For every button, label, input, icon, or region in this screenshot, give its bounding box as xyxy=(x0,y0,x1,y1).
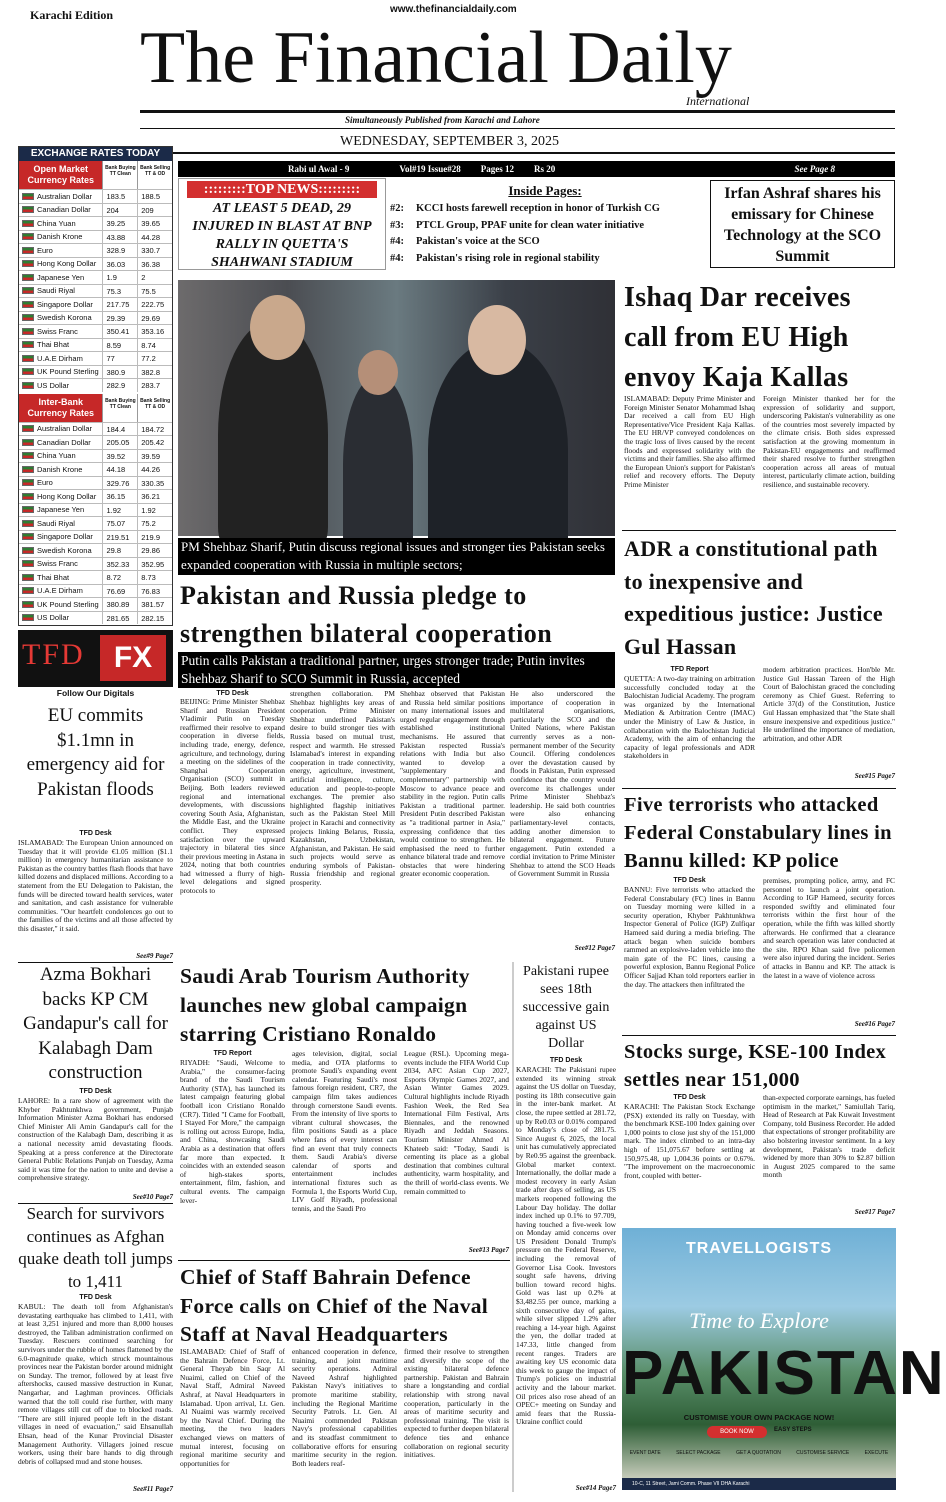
advert-steps: EVENT DATE SELECT PACKAGE GET A QUOTATION CUSTOMISE SERVICE EXECUTE xyxy=(629,1450,889,1456)
buy-rate: 328.9 xyxy=(102,244,137,257)
sell-rate: 44.26 xyxy=(137,463,172,476)
tfd-logo-text: TFD xyxy=(22,638,85,671)
rate-row xyxy=(19,476,172,490)
sell-rate: 36.21 xyxy=(137,490,172,503)
currency-name: Singapore Dollar xyxy=(19,298,102,311)
sell-rate: 39.65 xyxy=(137,217,172,230)
rate-row xyxy=(19,462,172,476)
masthead-rule-3 xyxy=(140,152,895,154)
bahrain-col-1: ISLAMABAD: Chief of Staff of the Bahrain Defence Force, Lt. General Theyab bin Saqr Al Nuaimi, called on Chief of the Naval Staff, Admiral Naveed Ashraf, at Naval Headquarters in Islamabad. Upon arrival, Lt. Gen. Al Nuaimi was warmly received by the Naval Chief. During the meeting, the two leaders exchanged views on matters of mutual interest, focusing on regional maritime security and opportunities for xyxy=(180,1347,285,1468)
rate-row xyxy=(19,311,172,325)
inside-item[interactable]: #2: KCCI hosts farewell reception in honor of Turkish CG xyxy=(390,203,660,214)
rate-row xyxy=(19,449,172,463)
book-now-button[interactable]: BOOK NOW xyxy=(707,1426,767,1438)
currency-name: Singapore Dollar xyxy=(19,531,102,544)
lead-col-3: Shehbaz observed that Pakistan and Russia held similar positions on many international issues and urged regular engagement through established institutional mechanisms. He assured that Pakistan respected Russia's relations with India but also wanted to develop a "supplementary and complementary" partnership with Moscow to advance peace and stability in the region. Putin calls Pakistan a traditional partner. President Putin described Pakistan as "a traditional partner in Asia," expressing confidence that ties would continue to strengthen. He emphasised the need to further enhance bilateral trade and remove obstacles that were hindering greater economic cooperation. xyxy=(400,689,505,879)
sell-rate: 382.8 xyxy=(137,366,172,379)
adr-col-2: modern arbitration practices. Hon'ble Mr. Justice Gul Hassan Tareen of the High Court of Balochistan graced the concluding ceremony as Chief Guest. Referring to Article 37(d) of the Constitution, Justice Gul Hassan emphasized that "the State shall ensure inexpensive and expeditious justice." He underlined the importance of mediation, arbitration, and other ADR xyxy=(763,665,895,743)
buy-rate: 29.39 xyxy=(102,312,137,325)
sell-rate: 76.83 xyxy=(137,585,172,598)
edition-label: Karachi Edition xyxy=(30,8,114,22)
photo-caption: PM Shehbaz Sharif, Putin discuss regional issues and stronger ties Pakistan seeks expanded cooperation with Russia in multiple sectors; xyxy=(178,538,615,575)
advert-address: 10-C, 11 Street, Jami Comm. Phase VII DHA Karachi xyxy=(622,1478,896,1490)
sell-rate: 222.75 xyxy=(137,298,172,311)
buy-rate: 329.76 xyxy=(102,477,137,490)
saudi-headline: Saudi Arab Tourism Authority launches new global campaign starring Cristiano Ronaldo xyxy=(180,964,470,1046)
flag-icon xyxy=(22,233,34,240)
rate-row xyxy=(19,338,172,352)
flag-icon xyxy=(22,560,34,567)
buy-rate: 217.75 xyxy=(102,298,137,311)
buy-rate: 8.72 xyxy=(102,571,137,584)
newspaper-title: The Financial Daily xyxy=(140,17,732,99)
col-selling: Bank Selling TT & OD xyxy=(137,161,172,189)
flag-icon xyxy=(22,466,34,473)
currency-name: Hong Kong Dollar xyxy=(19,490,102,503)
buy-rate: 39.25 xyxy=(102,217,137,230)
ishaq-headline: Ishaq Dar receives call from EU High envoy Kaja Kallas xyxy=(624,282,851,393)
rate-row xyxy=(19,297,172,311)
adr-see-page[interactable]: See#15 Page7 xyxy=(854,772,895,780)
rate-row xyxy=(19,189,172,203)
website-link[interactable]: www.thefinancialdaily.com xyxy=(390,4,517,15)
sell-rate: 39.59 xyxy=(137,450,172,463)
rate-row xyxy=(19,270,172,284)
advert-country: PAKISTAN xyxy=(622,1339,946,1408)
interbank-label: Inter-Bank Currency Rates xyxy=(19,394,102,422)
sell-rate: 44.28 xyxy=(137,231,172,244)
sell-rate: 283.7 xyxy=(137,379,172,392)
buy-rate: 43.88 xyxy=(102,231,137,244)
rate-row xyxy=(19,543,172,557)
rate-row xyxy=(19,203,172,217)
buy-rate: 352.33 xyxy=(102,558,137,571)
rate-row xyxy=(19,284,172,298)
sell-rate: 188.5 xyxy=(137,190,172,203)
flag-icon xyxy=(22,601,34,608)
sell-rate: 330.35 xyxy=(137,477,172,490)
flag-icon xyxy=(22,506,34,513)
masthead-subtitle: Simultaneously Published from Karachi and Lahore xyxy=(345,115,540,125)
buy-rate: 380.9 xyxy=(102,366,137,379)
lead-subheadline: Putin calls Pakistan a traditional partner, urges stronger trade; Putin invites Shehbaz Sharif to SCO Summit in Russia, accepted xyxy=(178,652,615,688)
saudi-see-page[interactable]: See#13 Page7 xyxy=(468,1246,509,1254)
buy-rate: 1.9 xyxy=(102,271,137,284)
issue-info-bar xyxy=(178,161,895,177)
currency-name: Euro xyxy=(19,244,102,257)
lead-photo xyxy=(178,280,615,536)
inside-item[interactable]: #3: PTCL Group, PPAF unite for clean water initiative xyxy=(390,219,645,231)
terror-desk: TFD Desk xyxy=(673,877,706,884)
sell-rate: 36.38 xyxy=(137,258,172,271)
flag-icon xyxy=(22,260,34,267)
buy-rate: 8.59 xyxy=(102,339,137,352)
buy-rate: 184.4 xyxy=(102,423,137,436)
currency-name: Saudi Riyal xyxy=(19,517,102,530)
rate-row xyxy=(19,378,172,392)
col-selling-ib: Bank Selling TT & OD xyxy=(137,394,172,422)
terror-col-1: BANNU: Five terrorists who attacked the Federal Constabulary (FC) lines in Bannu on Tuesday morning were killed in a security operation, Khyber Pakhtunkhwa Inspector General of Police (IGP) Zulfiqar Hameed said during a media briefing. The attack began when suicide bombers rammed an explosive-laden vehicle into the main gate of the FC lines, causing a powerful explosion, Bannu Regional Police Officer Sajjad Khan told reporters earlier in the day. The attackers then infiltrated the xyxy=(624,885,755,989)
terror-headline: Five terrorists who attacked Federal Constabulary lines in Bannu killed: KP police xyxy=(624,794,892,872)
rate-row xyxy=(19,516,172,530)
buy-rate: 36.15 xyxy=(102,490,137,503)
currency-name: UK Pound Sterling xyxy=(19,366,102,379)
rate-row xyxy=(19,503,172,517)
azma-see-page[interactable]: See#10 Page7 xyxy=(132,1193,173,1201)
stocks-desk: TFD Desk xyxy=(673,1094,706,1101)
advert-slogan: Time to Explore xyxy=(689,1308,829,1333)
rate-row xyxy=(19,530,172,544)
currency-name: Japanese Yen xyxy=(19,271,102,284)
eu-see-page[interactable]: See#9 Page7 xyxy=(136,952,173,960)
rupee-see-page[interactable]: See#14 Page7 xyxy=(575,1484,616,1492)
rupee-desk: TFD Desk xyxy=(549,1057,583,1064)
currency-name: Swiss Franc xyxy=(19,325,102,338)
buy-rate: 183.5 xyxy=(102,190,137,203)
flag-icon xyxy=(22,574,34,581)
top-news-box xyxy=(178,178,386,270)
follow-digitals[interactable]: Follow Our Digitals xyxy=(56,688,135,698)
irfan-headline-box: Irfan Ashraf shares his emissary for Chinese Technology at the SCO Summit xyxy=(710,180,895,268)
buy-rate: 380.89 xyxy=(102,598,137,611)
see-page: See Page 8 xyxy=(794,164,835,174)
buy-rate: 44.18 xyxy=(102,463,137,476)
inside-pages xyxy=(390,183,700,269)
sell-rate: 2 xyxy=(137,271,172,284)
currency-name: Swiss Franc xyxy=(19,558,102,571)
search-see-page[interactable]: See#11 Page7 xyxy=(133,1485,173,1493)
rate-row xyxy=(19,257,172,271)
buy-rate: 219.51 xyxy=(102,531,137,544)
currency-name: Swedish Korona xyxy=(19,544,102,557)
rate-row xyxy=(19,557,172,571)
saudi-col-2: ages television, digital, social media, and OTA platforms to promote Saudi's expanding event calendar. Featuring Saudi's most famous foreign resident, CR7, the campaign film takes audiences through cornerstone Saudi events. From the intensity of live sports to vibrant cultural showcases, the film positions Saudi as a place where fans of every interest can find an event that truly connects them. Saudi Arabia's diverse calendar of sports and entertainment includes international fixtures such as Formula 1, the Esports World Cup, LIV Golf Riyadh, professional tennis, and the Saudi Pro xyxy=(292,1049,397,1213)
flag-icon xyxy=(22,493,34,500)
col-buying-ib: Bank Buying TT Clean xyxy=(102,394,137,422)
eu-desk: TFD Desk xyxy=(79,830,112,837)
saudi-desk: TFD Report xyxy=(213,1050,252,1057)
terror-see-page[interactable]: See#16 Page7 xyxy=(854,1020,895,1028)
rate-row xyxy=(19,435,172,449)
ishaq-col-2: Foreign Minister thanked her for the expression of solidarity and support, underscoring Pakistan's vulnerability as one of the countries most severely impacted by the climate crisis. Both sides expressed satisfaction at the growing momentum in Pakistan-EU engagements and reaffirmed their shared resolve to further strengthen cooperation across all areas of mutual interest, particularly climate action, building resilience, and sustainable recovery. xyxy=(763,394,895,489)
currency-name: Hong Kong Dollar xyxy=(19,258,102,271)
stocks-col-2: than-expected corporate earnings, has fueled optimism in the market," Samiullah Tariq, Head of Research at Pak Kuwait Investment Company, told Business Recorder. He added that expectations of stronger profitability are also bolstering investor sentiment. In a key development, Pakistan's trade deficit widened by more than 30% to $2.87 billion in August 2025 compared to the same month xyxy=(763,1093,895,1180)
masthead-rule-2 xyxy=(140,128,895,129)
flag-icon xyxy=(22,547,34,554)
sell-rate: 209 xyxy=(137,204,172,217)
sell-rate: 352.95 xyxy=(137,558,172,571)
lead-col-1: BEIJING: Prime Minister Shehbaz Sharif and Russian President Vladimir Putin on Tuesday reaffirmed their resolve to expand cooperation in diverse fields, including trade, energy, defence, agriculture, and technology, during a meeting on the sidelines of the Shanghai Cooperation Organisation (SCO) summit in Beijing. Both leaders reviewed regional and international developments, with discussions covering South Asia, Afghanistan, the Middle East, and the Ukraine conflict. They expressed satisfaction over the upward trajectory in bilateral ties since their previous meeting in Astana in 2024, noting that both countries had witnessed a flurry of high-level delegations and signed protocols to xyxy=(180,697,285,896)
flag-icon xyxy=(22,206,34,213)
exchange-title: EXCHANGE RATES TODAY xyxy=(19,147,172,161)
buy-rate: 36.03 xyxy=(102,258,137,271)
buy-rate: 77 xyxy=(102,352,137,365)
terror-col-2: premises, prompting police, army, and FC personnel to launch a joint operation. According to IGP Hameed, security forces responded swiftly and eliminated four terrorists within the first hour of the operation, while the fifth was killed shortly afterwards. He confirmed that a clearance and search operation was later conducted at the site. RPO Khan said five policemen were also injured during the incident. Series of attacks in Bannu and KP. The attack is the latest in a wave of violence across xyxy=(763,876,895,980)
currency-name: Saudi Riyal xyxy=(19,285,102,298)
rate-row xyxy=(19,216,172,230)
eu-headline: EU commits $1.1mn in emergency aid for Pakistan floods xyxy=(26,705,165,800)
issue-date: WEDNESDAY, SEPTEMBER 3, 2025 xyxy=(340,134,559,149)
currency-name: Canadian Dollar xyxy=(19,436,102,449)
flag-icon xyxy=(22,533,34,540)
currency-name: China Yuan xyxy=(19,450,102,463)
top-news-text: AT LEAST 5 DEAD, 29 INJURED IN BLAST AT BNP RALLY IN QUETTA'S SHAHWANI STADIUM xyxy=(192,201,372,270)
inside-item[interactable]: #4: Pakistan's rising role in regional stability xyxy=(390,252,600,264)
flag-icon xyxy=(22,355,34,362)
bahrain-col-2: enhanced cooperation in defence, training, and joint maritime security operations. Admiral Naveed Ashraf highlighted Pakistan Navy's initiatives to promote maritime stability, including the Regional Maritime Security Patrols. Lt. Gen. Al Nuaimi commended Pakistan Navy's professional capabilities and its steadfast commitment to collaborative efforts for ensuring maritime security in the region. Both leaders reaf- xyxy=(292,1347,397,1468)
adr-col-1: QUETTA: A two-day training on arbitration successfully concluded today at the Balochistan Judicial Academy. The program was organized by the International Mediation & Arbitration Centre (IMAC) under the Ministry of Law & Justice, in collaboration with the Balochistan Judicial Academy, with the aim of enhancing the capacity of legal professionals and ADR stakeholders in xyxy=(624,674,755,761)
rate-row xyxy=(19,351,172,365)
currency-name: Euro xyxy=(19,477,102,490)
flag-icon xyxy=(22,479,34,486)
rate-row xyxy=(19,611,172,625)
lead-headline: Pakistan and Russia pledge to strengthen bilateral cooperation xyxy=(180,581,553,648)
col-buying: Bank Buying TT Clean xyxy=(102,161,137,189)
ishaq-col-1: ISLAMABAD: Deputy Prime Minister and Foreign Minister Senator Mohammad Ishaq Dar received a call from EU High Representative/Vice President Kaja Kallas. The EU HR/VP conveyed condolences on the tragic loss of lives caused by the recent floods and expressed solidarity with the victims and their families. She also affirmed the European Union's support for Pakistan's relief and recovery efforts. The Deputy Prime Minister xyxy=(624,394,756,489)
rate-row xyxy=(19,584,172,598)
stocks-see-page[interactable]: See#17 Page7 xyxy=(854,1208,895,1216)
adr-headline: ADR a constitutional path to inexpensive and expeditious justice: Justice Gul Hassan xyxy=(624,536,883,659)
currency-name: Swedish Korona xyxy=(19,312,102,325)
easy-steps: EASY STEPS xyxy=(774,1427,812,1433)
bahrain-headline: Chief of Staff Bahrain Defence Force calls on Chief of the Naval Staff at Naval Headquarters xyxy=(180,1265,489,1346)
rate-row xyxy=(19,243,172,257)
fx-logo: FX xyxy=(100,635,166,681)
currency-name: U.A.E Dirham xyxy=(19,585,102,598)
currency-name: Danish Krone xyxy=(19,231,102,244)
buy-rate: 205.05 xyxy=(102,436,137,449)
currency-name: US Dollar xyxy=(19,379,102,392)
buy-rate: 281.65 xyxy=(102,612,137,625)
currency-name: UK Pound Sterling xyxy=(19,598,102,611)
flag-icon xyxy=(22,452,34,459)
sell-rate: 184.72 xyxy=(137,423,172,436)
currency-name: U.A.E Dirham xyxy=(19,352,102,365)
rate-row xyxy=(19,230,172,244)
flag-icon xyxy=(22,520,34,527)
sell-rate: 77.2 xyxy=(137,352,172,365)
stocks-col-1: KARACHI: The Pakistan Stock Exchange (PSX) extended its rally on Tuesday, with the benchmark KSE-100 Index gaining over 1,000 points to close just shy of the 151,000 mark. The index climbed to an intra-day high of 151,075.67 before settling at 150,975.48, up 1,004.36 points or 0.67%. "The improvement on the macroeconomic front, coupled with better- xyxy=(624,1102,755,1180)
hijri-date: Rabi ul Awal - 9 xyxy=(288,164,350,174)
bahrain-col-3: firmed their resolve to strengthen and diversify the scope of the existing bilateral defence partnership. Pakistan and Bahrain share a longstanding and cordial relationship with strong naval cooperation, particularly in the areas of maritime security and professional training. The visit is expected to further deepen bilateral defence ties and enhance collaboration on regional security initiatives. xyxy=(404,1347,509,1460)
lead-col-2: strengthen collaboration. PM Shehbaz highlights key areas of cooperation. Prime Minister Shehbaz underlined Pakistan's desire to build stronger ties with Russia based on mutual trust, respect and warmth. He stressed Islamabad's interest in expanding cooperation in trade connectivity, energy, agriculture, investment, artificial intelligence, culture, education and people-to-people exchanges. The premier also highlighted flagship initiatives such as the Pakistan Steel Mill project in Karachi and connectivity projects linking Belarus, Russia, Kazakhstan, Uzbekistan, Afghanistan, and Pakistan. He said such projects would serve as enduring symbols of Pakistan-Russia friendship and regional prosperity. xyxy=(290,689,395,888)
buy-rate: 39.52 xyxy=(102,450,137,463)
buy-rate: 76.69 xyxy=(102,585,137,598)
sell-rate: 1.92 xyxy=(137,504,172,517)
flag-icon xyxy=(22,247,34,254)
sell-rate: 381.57 xyxy=(137,598,172,611)
flag-icon xyxy=(22,382,34,389)
currency-name: US Dollar xyxy=(19,612,102,625)
inside-pages-title: Inside Pages: xyxy=(508,183,582,198)
currency-name: Danish Krone xyxy=(19,463,102,476)
volume-issue: Vol#19 Issue#28 xyxy=(399,164,461,174)
rate-row xyxy=(19,422,172,436)
flag-icon xyxy=(22,328,34,335)
buy-rate: 1.92 xyxy=(102,504,137,517)
rate-row xyxy=(19,597,172,611)
lead-col-4: He also underscored the importance of cooperation in multilateral organisations, particularly the SCO and the United Nations, where Pakistan currently serves as a non-permanent member of the Security Council. Offering condolences over the devastation caused by floods in Pakistan, Putin expressed confidence that the country would overcome its challenges under Prime Minister Shehbaz's leadership. He said both countries were also enhancing parliamentary-level contacts, adding another dimension to bilateral engagement. Future engagement. Putin extended a cordial invitation to Prime Minister Shehbaz to attend the SCO Heads of Government Summit in Russia xyxy=(510,689,615,879)
rate-row xyxy=(19,365,172,379)
currency-name: China Yuan xyxy=(19,217,102,230)
buy-rate: 350.41 xyxy=(102,325,137,338)
masthead-rule xyxy=(140,110,895,113)
buy-rate: 204 xyxy=(102,204,137,217)
sell-rate: 29.69 xyxy=(137,312,172,325)
rate-row xyxy=(19,570,172,584)
adr-desk: TFD Report xyxy=(670,666,709,673)
flag-icon xyxy=(22,193,34,200)
flag-icon xyxy=(22,314,34,321)
eu-body: ISLAMABAD: The European Union announced on Tuesday that it will provide €1.05 million ($1.1 million) in emergency humanitarian assistance to Pakistan as the country battles flash floods that have killed dozens and displaced millions. According to a statement from the EU Delegation to Pakistan, the funds will be directed toward health services, water and sanitation, and cash assistance for vulnerable communities. "Our heartfelt condolences go out to the families of the victims and all those affected by this disaster," it said. xyxy=(18,838,173,933)
currency-name: Thai Bhat xyxy=(19,571,102,584)
search-body: KABUL: The death toll from Afghanistan's devastating earthquake has climbed to 1,411, with at least 3,251 injured and more than 8,000 houses destroyed, the Taliban administration confirmed on Tuesday. Rescuers continued searching for survivors under the rubble of homes flattened by the 6.0-magnitude quake, which struck mountainous provinces near the Pakistan border around midnight on Sunday. The tremor, followed by at least five aftershocks, caused massive destruction in Kunar, Nangarhar, and Laghman provinces. Officials warned that the toll could rise further, with many remote villages still cut off due to blocked roads. "There are still injured people left in the distant villages in need of evacuation," said Ehsanullah Ehsan, head of the Kunar Provincial Disaster Management Authority. Villagers joined rescue workers, using their bare hands to dig through debris of collapsed mud and stone houses. xyxy=(18,1302,173,1466)
rate-row xyxy=(19,324,172,338)
saudi-col-3: League (RSL). Upcoming mega-events include the FIFA World Cup 2034, AFC Asian Cup 2027, Esports Olympic Games 2027, and Asian Winter Games 2029. Cultural highlights include Riyadh Fashion Week, the Red Sea International Film Festival, Arts Biennales, and the renowned Riyadh and Jeddah Seasons. Tourism Minister Ahmed Al Khateeb said: "Today, Saudi is cementing its place as a global destination that combines cultural authenticity, warm hospitality, and the thrill of world-class events. We remain committed to xyxy=(404,1049,509,1196)
sell-rate: 8.73 xyxy=(137,571,172,584)
sell-rate: 353.16 xyxy=(137,325,172,338)
inside-item[interactable]: #4: Pakistan's voice at the SCO xyxy=(390,236,540,247)
exchange-rates-panel xyxy=(18,146,173,626)
top-news-tag: :::::::::TOP NEWS::::::::: xyxy=(187,181,377,198)
advert-brand: TRAVELLOGISTS xyxy=(685,1240,833,1257)
flag-icon xyxy=(22,425,34,432)
saudi-col-1: RIYADH: "Saudi, Welcome to Arabia," the consumer-facing brand of the Saudi Tourism Authority (STA), has launched its latest campaign featuring global football icon Cristiano Ronaldo (CR7). Titled "I Came for Football, I Stayed For More," the campaign is rolling out across Europe, India, and China, showcasing Saudi Arabia as a destination that offers far more than expected. It coincides with an extended season of high-stakes sports, entertainment, film, fashion, and cultural events. The campaign lever- xyxy=(180,1058,285,1205)
advert-tagline: CUSTOMISE YOUR OWN PACKAGE NOW! xyxy=(683,1413,835,1422)
sell-rate: 8.74 xyxy=(137,339,172,352)
buy-rate: 75.3 xyxy=(102,285,137,298)
sell-rate: 205.42 xyxy=(137,436,172,449)
flag-icon xyxy=(22,368,34,375)
lead-see-page[interactable]: See#12 Page7 xyxy=(574,944,615,952)
stocks-headline: Stocks surge, KSE-100 Index settles near 151,000 xyxy=(624,1041,887,1091)
sell-rate: 330.7 xyxy=(137,244,172,257)
currency-name: Canadian Dollar xyxy=(19,204,102,217)
buy-rate: 75.07 xyxy=(102,517,137,530)
sell-rate: 282.15 xyxy=(137,612,172,625)
flag-icon xyxy=(22,220,34,227)
azma-desk: TFD Desk xyxy=(79,1088,112,1095)
currency-name: Australian Dollar xyxy=(19,423,102,436)
buy-rate: 29.8 xyxy=(102,544,137,557)
international-label: International xyxy=(686,94,750,108)
flag-icon xyxy=(22,301,34,308)
azma-headline: Azma Bokhari backs KP CM Gandapur's call for Kalabagh Dam construction xyxy=(23,964,168,1083)
open-market-label: Open Market Currency Rates xyxy=(19,161,102,189)
buy-rate: 282.9 xyxy=(102,379,137,392)
currency-name: Japanese Yen xyxy=(19,504,102,517)
flag-icon xyxy=(22,274,34,281)
travellogists-advert[interactable] xyxy=(622,1228,946,1490)
search-desk: TFD Desk xyxy=(79,1294,112,1301)
sell-rate: 75.5 xyxy=(137,285,172,298)
pages-count: Pages 12 xyxy=(480,164,515,174)
rate-row xyxy=(19,489,172,503)
azma-body: LAHORE: In a rare show of agreement with the Khyber Pakhtunkhwa government, Punjab Information Minister Azma Bokhari has endorsed Chief Minister Ali Amin Gandapur's call for the construction of the Kalabagh Dam, describing it as a national necessity amid devastating floods. Speaking at a press conference at the Directorate General Public Relations Punjab on Tuesday, Azma said it was time for the nation to unite and devise a comprehensive strategy. xyxy=(18,1096,173,1183)
flag-icon xyxy=(22,439,34,446)
lead-desk: TFD Desk xyxy=(216,690,249,697)
tfd-fx-logo[interactable] xyxy=(18,630,173,687)
rupee-col-1: KARACHI: The Pakistani rupee extended its winning streak against the US dollar on Tuesday, posting its 18th consecutive gain in the inter-bank market. At close, the rupee settled at 281.72, up by Re0.03 or 0.01% compared to Monday's close of 281.75. Since August 6, 2025, the local unit has cumulatively appreciated by Re0.95 against the greenback. Global market context. Internationally, the dollar made a modest recovery in early Asian trade after days of selling, as US markets reopened following the Labour Day holiday. The dollar index inched up 0.1% to 97.709, having touched a five-week low on Monday amid concerns over US President Donald Trump's pressure on the Federal Reserve, including the removal of Governor Lisa Cook. Investors sought safe havens, driving bullion toward record highs. Gold was last up 0.2% at $3,482.55 per ounce, marking a sixth consecutive day of gains, while silver slipped 1.2% after reaching a 14-year high. Against the yen, the dollar traded at 147.33, little changed from recent ranges. Traders are awaiting key US economic data this week to gauge the impact of Trump's policies on industrial activity and the labour market. Oil prices also rose ahead of an OPEC+ meeting on Sunday and amid fears that the Russia-Ukraine conflict could xyxy=(516,1065,616,1427)
flag-icon xyxy=(22,287,34,294)
flag-icon xyxy=(22,341,34,348)
sell-rate: 75.2 xyxy=(137,517,172,530)
currency-name: Australian Dollar xyxy=(19,190,102,203)
price: Rs 20 xyxy=(534,164,556,174)
sell-rate: 29.86 xyxy=(137,544,172,557)
flag-icon xyxy=(22,614,34,621)
currency-name: Thai Bhat xyxy=(19,339,102,352)
sell-rate: 219.9 xyxy=(137,531,172,544)
rupee-headline: Pakistani rupee sees 18th successive gain against US Dollar xyxy=(522,964,610,1051)
flag-icon xyxy=(22,587,34,594)
search-headline: Search for survivors continues as Afghan quake death toll jumps to 1,411 xyxy=(18,1204,173,1291)
